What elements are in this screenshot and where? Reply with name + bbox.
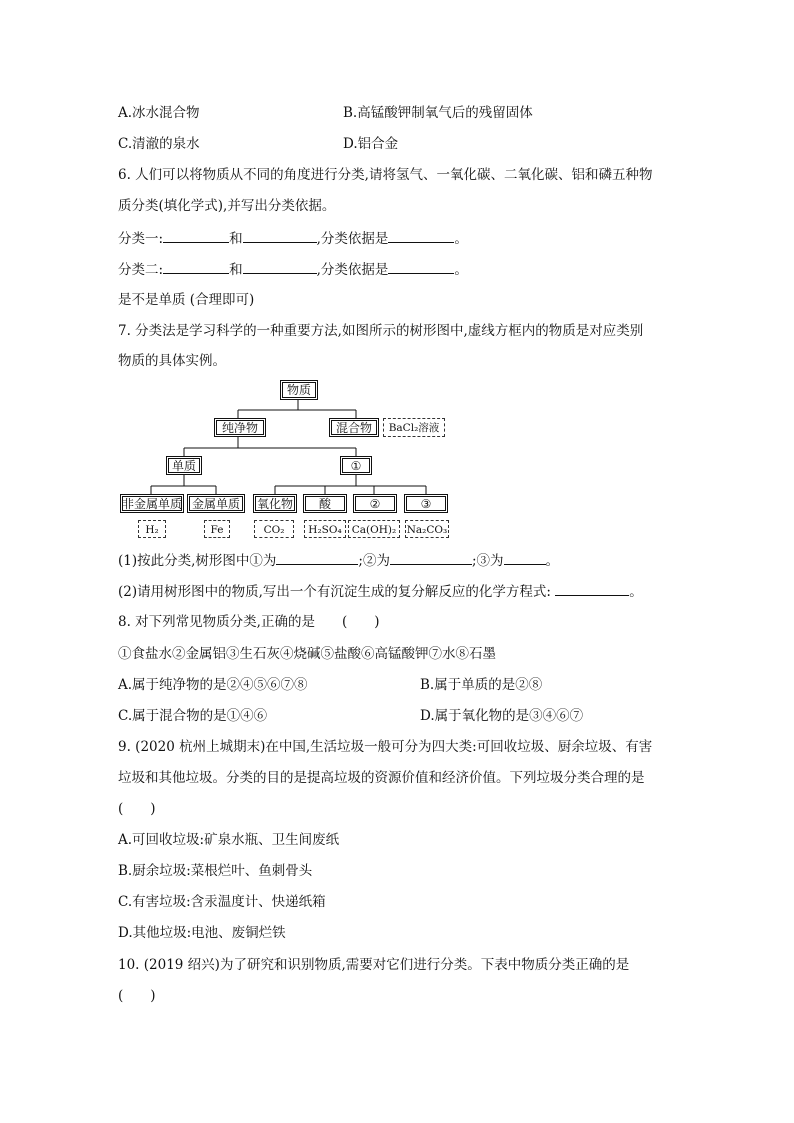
example-caoh2: Ca(OH)₂: [348, 520, 400, 538]
q6-class2: [118, 259, 468, 280]
q6-class1: [118, 228, 468, 249]
q8-option-a: A.属于纯净物的是②④⑤⑥⑦⑧: [118, 677, 308, 693]
node-mixture: 混合物: [329, 418, 379, 437]
node-metal-element: 金属单质: [187, 494, 245, 513]
q7-sub1-text: 。: [545, 553, 560, 569]
q8-stem: 8. 对下列常见物质分类,正确的是 ( ): [118, 614, 380, 630]
q7-sub1: [118, 550, 559, 571]
q7-sub1-text: (1)按此分类,树形图中①为: [118, 553, 277, 569]
q6-period: 。: [454, 262, 468, 278]
node-acid: 酸: [303, 494, 347, 513]
answer-blank[interactable]: [243, 259, 317, 274]
q7-sub1-text: ;③为: [471, 553, 504, 569]
classification-tree-diagram: [118, 378, 458, 543]
q9-stem-line2: 垃圾和其他垃圾。分类的目的是提高垃圾的资源价值和经济价值。下列垃圾分类合理的是: [118, 770, 645, 786]
q6-basis: ,分类依据是: [316, 231, 389, 247]
q5-option-d: D.铝合金: [343, 136, 399, 152]
q8-items: ①食盐水②金属铝③生石灰④烧碱⑤盐酸⑥高锰酸钾⑦水⑧石墨: [118, 646, 496, 662]
q5-option-a: A.冰水混合物: [118, 105, 200, 121]
q6-and: 和: [229, 231, 243, 247]
q9-option-c: C.有害垃圾:含汞温度计、快递纸箱: [118, 894, 326, 910]
q10-paren: ( ): [118, 988, 156, 1004]
q7-sub2-text: (2)请用树形图中的物质,写出一个有沉淀生成的复分解反应的化学方程式:: [118, 584, 556, 600]
answer-blank[interactable]: [504, 550, 546, 565]
q6-stem-line1: 6. 人们可以将物质从不同的角度进行分类,请将氢气、一氧化碳、二氧化碳、铝和磷五种物: [118, 167, 653, 183]
answer-blank[interactable]: [390, 550, 472, 565]
answer-blank[interactable]: [276, 550, 358, 565]
node-pure-substance: 纯净物: [214, 418, 266, 437]
q6-answer: 是不是单质 (合理即可): [118, 292, 255, 308]
q9-paren: ( ): [118, 801, 156, 817]
q6-period: 。: [454, 231, 468, 247]
example-fe: Fe: [204, 520, 230, 538]
q7-stem-line2: 物质的具体实例。: [118, 353, 226, 369]
node-blank-2: ②: [353, 494, 397, 513]
node-element: 单质: [166, 456, 202, 475]
q6-basis: ,分类依据是: [316, 262, 389, 278]
q5-option-c: C.清澈的泉水: [118, 136, 200, 152]
q9-stem-line1: 9. (2020 杭州上城期末)在中国,生活垃圾一般可分为四大类:可回收垃圾、厨余垃圾、有害: [118, 739, 653, 755]
q6-class2-label: 分类二:: [118, 262, 164, 278]
answer-blank[interactable]: [388, 228, 454, 243]
q7-stem-line1: 7. 分类法是学习科学的一种重要方法,如图所示的树形图中,虚线方框内的物质是对应类别: [118, 323, 644, 339]
answer-blank[interactable]: [555, 581, 629, 596]
example-h2: H₂: [138, 520, 166, 538]
node-substance: 物质: [280, 380, 318, 400]
q10-stem: 10. (2019 绍兴)为了研究和识别物质,需要对它们进行分类。下表中物质分类正确的是: [118, 957, 630, 973]
example-na2co3: Na₂CO₃: [405, 520, 449, 538]
q7-sub2: [118, 581, 643, 602]
answer-blank[interactable]: [243, 228, 317, 243]
node-mixture-example: BaCl₂溶液: [383, 418, 445, 437]
q9-option-b: B.厨余垃圾:菜根烂叶、鱼刺骨头: [118, 863, 313, 879]
answer-blank[interactable]: [163, 259, 229, 274]
q8-option-b: B.属于单质的是②⑧: [420, 677, 543, 693]
q6-stem-line2: 质分类(填化学式),并写出分类依据。: [118, 198, 336, 214]
q9-option-a: A.可回收垃圾:矿泉水瓶、卫生间废纸: [118, 832, 340, 848]
node-oxide: 氧化物: [253, 494, 297, 513]
q6-and: 和: [229, 262, 243, 278]
q6-class1-label: 分类一:: [118, 231, 164, 247]
q7-sub2-text: 。: [629, 584, 643, 600]
q9-option-d: D.其他垃圾:电池、废铜烂铁: [118, 925, 286, 941]
node-nonmetal-element: 非金属单质: [120, 494, 184, 513]
node-blank-3: ③: [404, 494, 448, 513]
answer-blank[interactable]: [388, 259, 454, 274]
answer-blank[interactable]: [163, 228, 229, 243]
q8-option-c: C.属于混合物的是①④⑥: [118, 708, 268, 724]
node-blank-1: ①: [340, 456, 372, 475]
example-co2: CO₂: [254, 520, 294, 538]
q8-option-d: D.属于氧化物的是③④⑥⑦: [420, 708, 584, 724]
example-h2so4: H₂SO₄: [304, 520, 346, 538]
q5-option-b: B.高锰酸钾制氧气后的残留固体: [343, 105, 533, 121]
q7-sub1-text: ;②为: [358, 553, 390, 569]
